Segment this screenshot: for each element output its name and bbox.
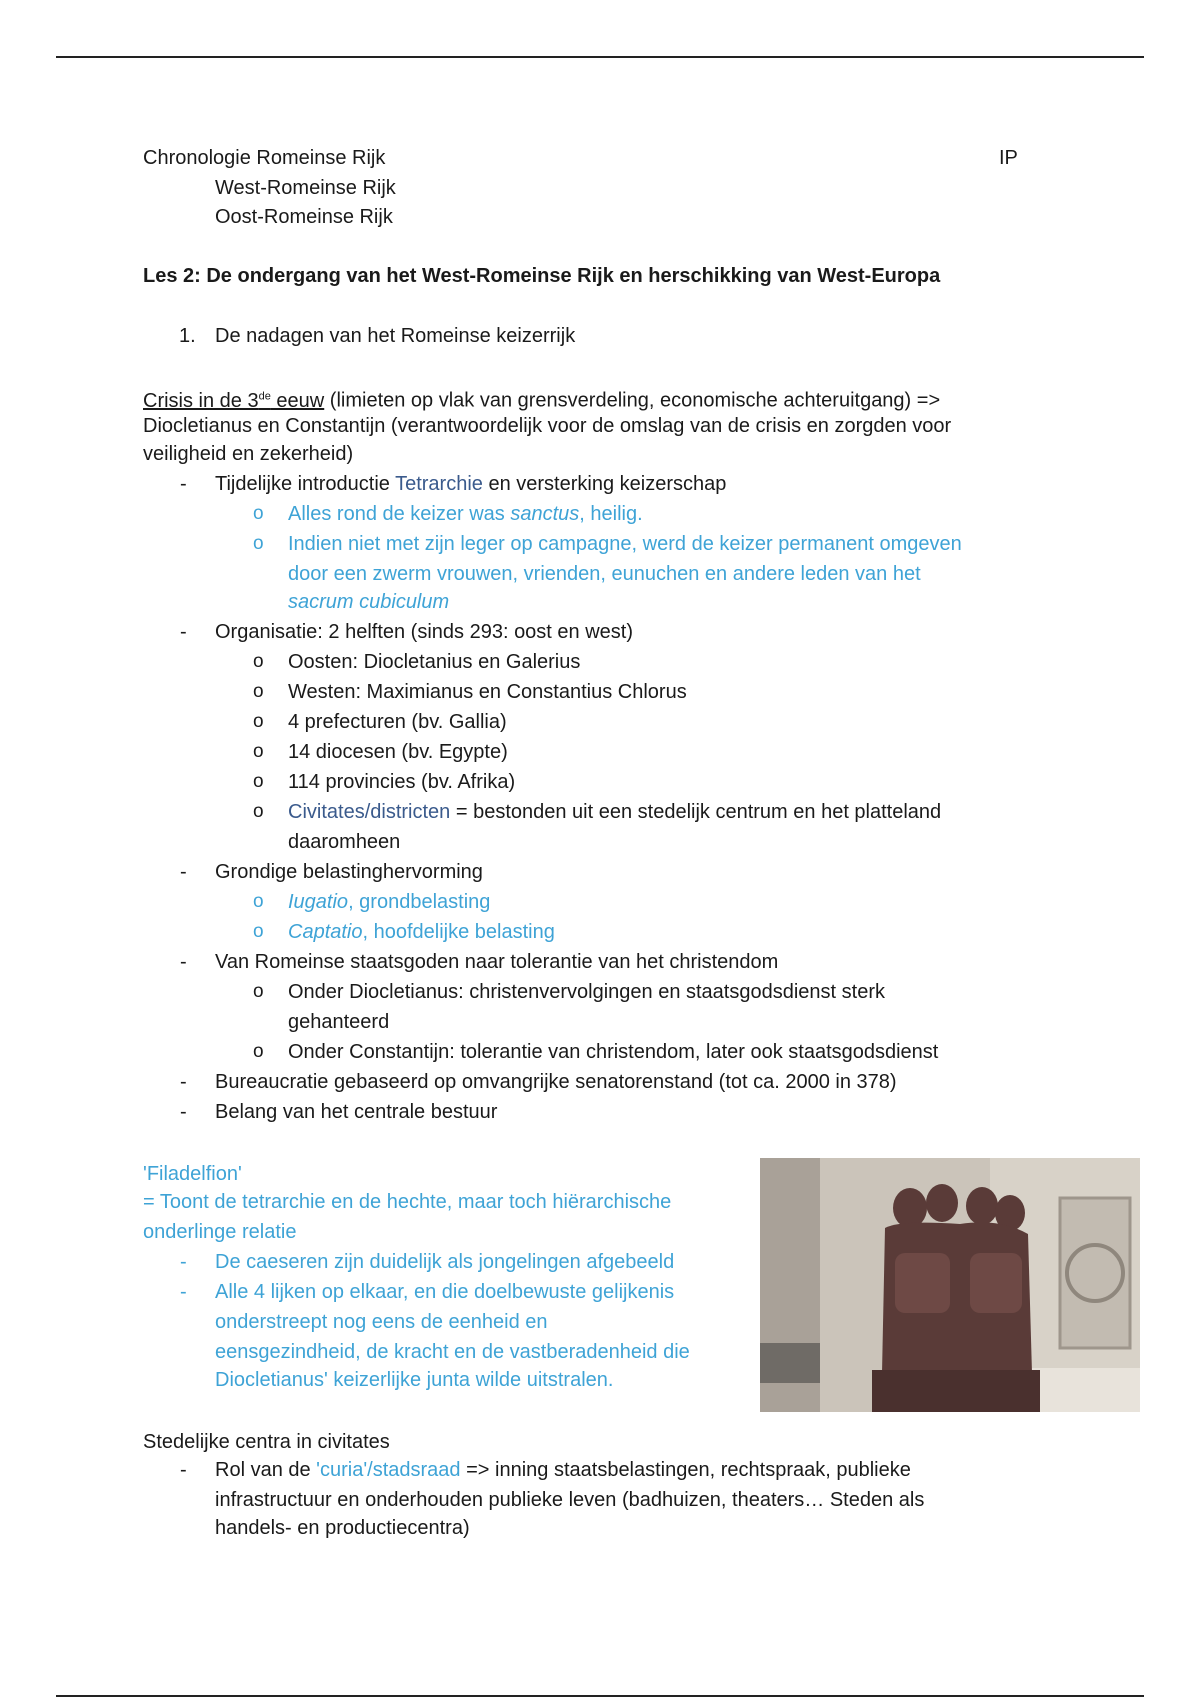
steden-title: Stedelijke centra in civitates: [143, 1431, 390, 1453]
subtitle-east: Oost-Romeinse Rijk: [215, 206, 393, 228]
top-rule: [56, 56, 1144, 58]
section-number: 1.: [179, 325, 196, 347]
section-title: De nadagen van het Romeinse keizerrijk: [215, 325, 576, 347]
subtitle-west: West-Romeinse Rijk: [215, 177, 396, 199]
crisis-heading: Crisis in de 3de eeuw: [143, 389, 325, 412]
steden-line-3: handels- en productiecentra): [215, 1517, 470, 1539]
sub-cubiculum-l3: sacrum cubiculum: [288, 591, 450, 613]
filadelfion-bullet-2-l4: Diocletianus' keizerlijke junta wilde uitstralen.: [215, 1369, 614, 1391]
crisis-line-3: veiligheid en zekerheid): [143, 443, 354, 465]
filadelfion-line-1: = Toont de tetrarchie en de hechte, maar toch hiërarchische: [143, 1191, 672, 1213]
tetrarchs-statue-image: [760, 1158, 1140, 1412]
doc-tag: IP: [999, 147, 1018, 169]
doc-title: Chronologie Romeinse Rijk: [143, 147, 386, 169]
steden-line-2: infrastructuur en onderhouden publieke leven (badhuizen, theaters… Steden als: [215, 1489, 925, 1511]
religie-diocletianus-l2: gehanteerd: [288, 1011, 390, 1033]
filadelfion-title: 'Filadelfion': [143, 1163, 242, 1185]
crisis-line-2: Diocletianus en Constantijn (verantwoordelijk voor de omslag van de crisis en zorgden voor: [143, 415, 952, 437]
lesson-title: Les 2: De ondergang van het West-Romeinse Rijk en herschikking van West-Europa: [143, 265, 941, 287]
filadelfion-bullet-2-l3: eensgezindheid, de kracht en de vastberadenheid die: [215, 1341, 690, 1363]
filadelfion-line-2: onderlinge relatie: [143, 1221, 297, 1243]
org-civitates-l2: daaromheen: [288, 831, 401, 853]
crisis-line-1: Crisis in de 3de eeuw (limieten op vlak van grensverdeling, economische achteruitgang) =>: [143, 389, 941, 412]
sub-cubiculum-l2: door een zwerm vrouwen, vrienden, eunuchen en andere leden van het: [288, 563, 921, 585]
filadelfion-bullet-2-l2: onderstreept nog eens de eenheid en: [215, 1311, 548, 1333]
bottom-rule: [56, 1695, 1144, 1697]
statue-illustration: [760, 1158, 1140, 1412]
